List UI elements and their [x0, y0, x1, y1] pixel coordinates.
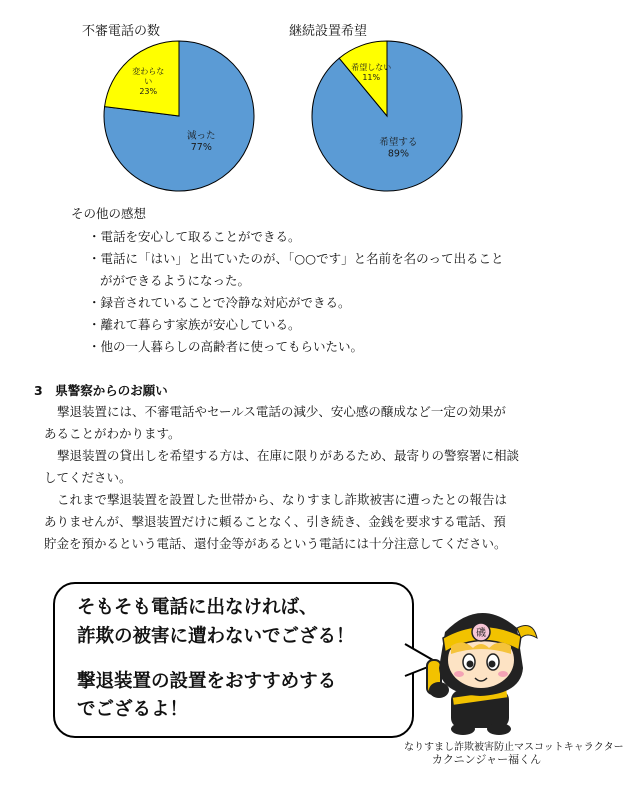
- bubble-line: 詐欺の被害に遭わないでござる！: [77, 626, 355, 647]
- mascot-caption-1: なりすまし詐欺被害防止マスコットキャラクター: [404, 742, 624, 753]
- pie-chart-continued-installation: [311, 40, 463, 192]
- pie-chart-suspicious-calls: [103, 40, 255, 192]
- impressions-heading: その他の感想: [71, 206, 147, 221]
- mascot-caption-2: カクニンジャー福くん: [431, 753, 542, 766]
- impressions-list: [88, 226, 503, 358]
- impression-item-continued: がができるようになった。: [100, 273, 251, 288]
- chart1-title: 不審電話の数: [82, 24, 161, 39]
- pie-slice-name-label: 減った: [187, 130, 216, 142]
- request-line: 撃退装置の貸出しを希望する方は、在庫に限りがあるため、最寄りの警察署に相談: [57, 448, 520, 463]
- impression-item: ・録音されていることで冷静な対応ができる。: [88, 295, 351, 310]
- pie-slice-name-label: 希望しない: [351, 62, 392, 72]
- request-line: 撃退装置には、不審電話やセールス電話の減少、安心感の醸成など一定の効果が: [57, 404, 506, 419]
- pie-slice-value-label: 89%: [387, 148, 409, 160]
- request-line: あることがわかります。: [44, 426, 181, 441]
- impression-item: ・電話を安心して取ることができる。: [88, 229, 301, 244]
- pie-slice-name-label: い: [144, 76, 153, 86]
- pie-slice-value-label: 11%: [362, 72, 381, 82]
- bubble-line: 撃退装置の設置をおすすめする: [77, 671, 337, 692]
- mascot-emblem: 磯: [476, 628, 486, 639]
- pie-slice-name-label: 希望する: [379, 137, 418, 149]
- request-line: してください。: [44, 470, 132, 485]
- pie-slice-value-label: 23%: [139, 86, 158, 96]
- impression-item: ・他の一人暮らしの高齢者に使ってもらいたい。: [88, 339, 364, 354]
- chart2-title: 継続設置希望: [289, 24, 368, 39]
- speech-bubble: [53, 582, 414, 738]
- bubble-line: そもそも電話に出なければ、: [77, 597, 318, 618]
- pie-slice-value-label: 77%: [190, 142, 212, 154]
- request-line: これまで撃退装置を設置した世帯から、なりすまし詐欺被害に遭ったとの報告は: [57, 492, 508, 507]
- mascot-ninja-illustration: [423, 598, 541, 738]
- pie-slice-1: [105, 41, 179, 116]
- bubble-line: でござるよ！: [77, 699, 189, 720]
- request-line: 貯金を預かるという電話、還付金等があるという電話には十分注意してください。: [44, 536, 507, 551]
- request-line: ありませんが、撃退装置だけに頼ることなく、引き続き、金銭を要求する電話、預: [44, 514, 506, 529]
- impression-item: ・離れて暮らす家族が安心している。: [88, 317, 301, 332]
- section-heading: 3 県警察からのお願い: [34, 383, 168, 398]
- impression-item: ・電話に「はい」と出ていたのが、「○○です」と名前を名のって出ること: [88, 251, 504, 266]
- pie-slice-name-label: 変わらな: [132, 66, 165, 76]
- request-paragraphs: [44, 401, 564, 555]
